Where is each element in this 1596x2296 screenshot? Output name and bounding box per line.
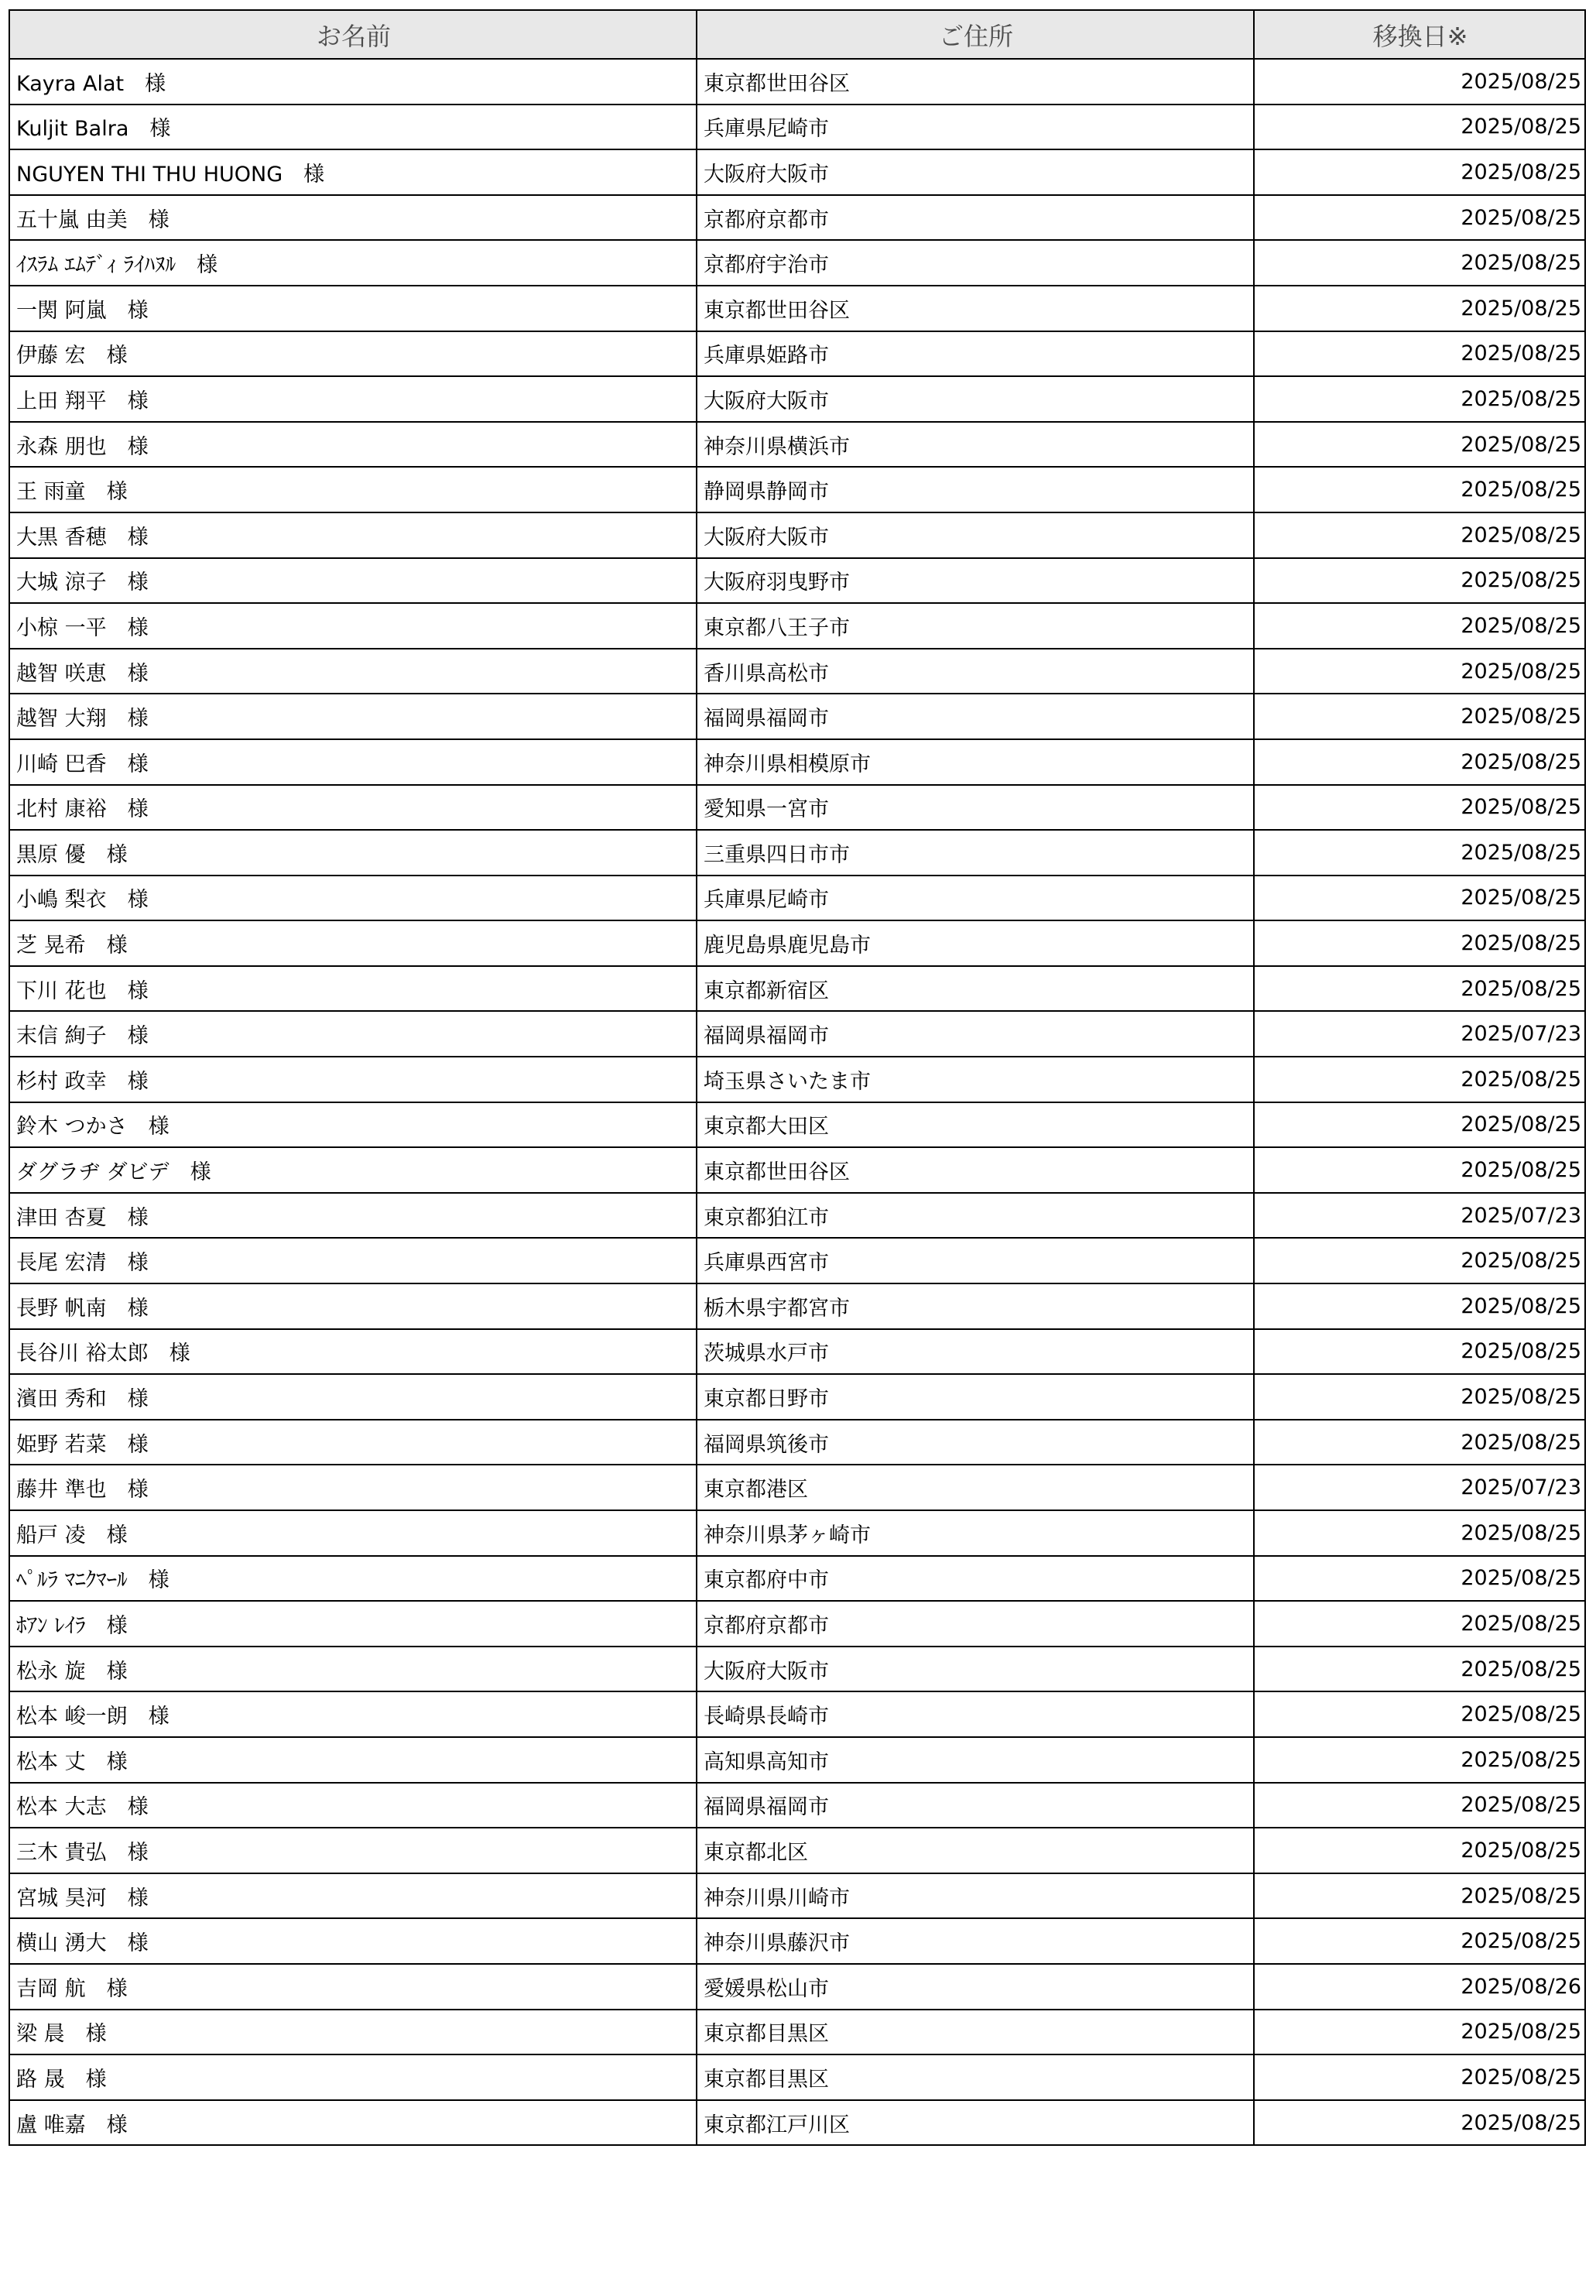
address-cell: 東京都世田谷区 [697, 286, 1254, 331]
name-cell: 越智 大翔 様 [9, 694, 697, 739]
table-row [9, 1329, 1585, 1375]
transfer-date-cell: 2025/08/25 [1254, 785, 1585, 831]
table-row [9, 649, 1585, 694]
name-cell: 杉村 政幸 様 [9, 1057, 697, 1102]
table-row [9, 1238, 1585, 1283]
name-cell: 芝 晃希 様 [9, 920, 697, 966]
transfer-date-cell: 2025/08/25 [1254, 1647, 1585, 1692]
address-cell: 東京都八王子市 [697, 603, 1254, 649]
transfer-date-cell: 2025/08/25 [1254, 1329, 1585, 1375]
address-cell: 香川県高松市 [697, 649, 1254, 694]
name-cell: 小椋 一平 様 [9, 603, 697, 649]
address-cell: 長崎県長崎市 [697, 1691, 1254, 1737]
table-row [9, 422, 1585, 468]
transfer-date-cell: 2025/08/25 [1254, 422, 1585, 468]
address-cell: 愛知県一宮市 [697, 785, 1254, 831]
name-cell: ｲｽﾗﾑ ｴﾑﾃﾞｨ ﾗｲﾊﾇﾙ 様 [9, 240, 697, 286]
name-cell: 路 晟 様 [9, 2054, 697, 2100]
name-cell: NGUYEN THI THU HUONG 様 [9, 149, 697, 195]
name-cell: 下川 花也 様 [9, 966, 697, 1012]
table-row [9, 105, 1585, 150]
name-column-header: お名前 [9, 10, 697, 59]
name-cell: 永森 朋也 様 [9, 422, 697, 468]
transfer-date-cell: 2025/08/25 [1254, 1601, 1585, 1647]
transfer-date-cell: 2025/08/25 [1254, 1556, 1585, 1602]
table-row [9, 376, 1585, 422]
transfer-date-cell: 2025/08/25 [1254, 1420, 1585, 1465]
table-row [9, 920, 1585, 966]
name-cell: 川崎 巴香 様 [9, 739, 697, 785]
name-cell: 五十嵐 由美 様 [9, 195, 697, 241]
transfer-date-cell: 2025/08/25 [1254, 1283, 1585, 1329]
table-row [9, 785, 1585, 831]
table-row [9, 1102, 1585, 1148]
table-row [9, 1783, 1585, 1828]
address-cell: 大阪府大阪市 [697, 512, 1254, 558]
address-cell: 福岡県筑後市 [697, 1420, 1254, 1465]
table-row [9, 331, 1585, 377]
table-row [9, 512, 1585, 558]
name-cell: 越智 咲恵 様 [9, 649, 697, 694]
address-cell: 三重県四日市市 [697, 830, 1254, 876]
name-cell: 松本 大志 様 [9, 1783, 697, 1828]
transfer-date-cell: 2025/08/25 [1254, 876, 1585, 921]
transfer-date-cell: 2025/08/25 [1254, 149, 1585, 195]
address-cell: 東京都港区 [697, 1465, 1254, 1510]
name-cell: Kayra Alat 様 [9, 59, 697, 105]
address-cell: 東京都府中市 [697, 1556, 1254, 1602]
table-row [9, 739, 1585, 785]
transfer-date-cell: 2025/08/25 [1254, 920, 1585, 966]
name-cell: 津田 杏夏 様 [9, 1193, 697, 1239]
address-cell: 栃木県宇都宮市 [697, 1283, 1254, 1329]
transfer-date-cell: 2025/08/25 [1254, 1374, 1585, 1420]
name-cell: 伊藤 宏 様 [9, 331, 697, 377]
address-cell: 東京都新宿区 [697, 966, 1254, 1012]
transfer-date-cell: 2025/08/25 [1254, 467, 1585, 512]
address-cell: 神奈川県横浜市 [697, 422, 1254, 468]
name-cell: 三木 貴弘 様 [9, 1828, 697, 1873]
name-cell: 大黒 香穂 様 [9, 512, 697, 558]
transfer-date-cell: 2025/08/25 [1254, 195, 1585, 241]
address-cell: 愛媛県松山市 [697, 1964, 1254, 2010]
table-row [9, 2010, 1585, 2055]
address-cell: 東京都世田谷区 [697, 1147, 1254, 1193]
transfer-date-cell: 2025/08/25 [1254, 1918, 1585, 1964]
table-row [9, 1691, 1585, 1737]
address-cell: 兵庫県尼崎市 [697, 105, 1254, 150]
table-row [9, 240, 1585, 286]
table-row [9, 2054, 1585, 2100]
transfer-date-cell: 2025/08/25 [1254, 105, 1585, 150]
address-cell: 兵庫県姫路市 [697, 331, 1254, 377]
table-row [9, 966, 1585, 1012]
table-row [9, 694, 1585, 739]
table-row [9, 1556, 1585, 1602]
table-header [9, 10, 1585, 59]
name-cell: 長谷川 裕太郎 様 [9, 1329, 697, 1375]
table-row [9, 1465, 1585, 1510]
name-cell: 鈴木 つかさ 様 [9, 1102, 697, 1148]
address-cell: 東京都目黒区 [697, 2010, 1254, 2055]
table-row [9, 1601, 1585, 1647]
address-cell: 神奈川県川崎市 [697, 1873, 1254, 1919]
transfer-date-cell: 2025/07/23 [1254, 1193, 1585, 1239]
name-cell: 北村 康裕 様 [9, 785, 697, 831]
table-row [9, 830, 1585, 876]
name-cell: 小嶋 梨衣 様 [9, 876, 697, 921]
transfer-date-cell: 2025/08/25 [1254, 649, 1585, 694]
address-cell: 神奈川県茅ヶ崎市 [697, 1510, 1254, 1556]
transfer-date-cell: 2025/08/25 [1254, 1238, 1585, 1283]
name-cell: 松本 丈 様 [9, 1737, 697, 1783]
transfer-date-cell: 2025/08/25 [1254, 1057, 1585, 1102]
transfer-date-cell: 2025/08/25 [1254, 603, 1585, 649]
transfer-date-cell: 2025/08/25 [1254, 59, 1585, 105]
table-row [9, 1283, 1585, 1329]
table-row [9, 1964, 1585, 2010]
name-cell: 末信 絢子 様 [9, 1011, 697, 1057]
transfer-date-cell: 2025/07/23 [1254, 1465, 1585, 1510]
table-row [9, 1828, 1585, 1873]
table-row [9, 467, 1585, 512]
transfer-date-cell: 2025/08/25 [1254, 2054, 1585, 2100]
transfer-date-cell: 2025/08/25 [1254, 2100, 1585, 2146]
transfer-date-cell: 2025/08/25 [1254, 286, 1585, 331]
name-cell: 長尾 宏清 様 [9, 1238, 697, 1283]
transfer-date-cell: 2025/08/25 [1254, 1147, 1585, 1193]
transfer-date-cell: 2025/08/25 [1254, 1828, 1585, 1873]
address-cell: 兵庫県尼崎市 [697, 876, 1254, 921]
address-cell: 福岡県福岡市 [697, 1011, 1254, 1057]
address-cell: 東京都世田谷区 [697, 59, 1254, 105]
address-cell: 東京都目黒区 [697, 2054, 1254, 2100]
table-row [9, 59, 1585, 105]
address-cell: 東京都大田区 [697, 1102, 1254, 1148]
table-row [9, 286, 1585, 331]
address-column-header: ご住所 [697, 10, 1254, 59]
table-row [9, 1510, 1585, 1556]
table-row [9, 1737, 1585, 1783]
header-row [9, 10, 1585, 59]
table-row [9, 1873, 1585, 1919]
address-cell: 東京都狛江市 [697, 1193, 1254, 1239]
name-cell: 一関 阿嵐 様 [9, 286, 697, 331]
table-row [9, 2100, 1585, 2146]
transfer-date-cell: 2025/08/26 [1254, 1964, 1585, 2010]
address-cell: 大阪府羽曳野市 [697, 558, 1254, 604]
address-cell: 福岡県福岡市 [697, 1783, 1254, 1828]
name-cell: 船戸 凌 様 [9, 1510, 697, 1556]
name-cell: 松永 旋 様 [9, 1647, 697, 1692]
address-cell: 神奈川県相模原市 [697, 739, 1254, 785]
transfer-date-cell: 2025/07/23 [1254, 1011, 1585, 1057]
address-cell: 東京都北区 [697, 1828, 1254, 1873]
name-cell: 上田 翔平 様 [9, 376, 697, 422]
name-cell: 横山 湧大 様 [9, 1918, 697, 1964]
name-cell: 松本 峻一朗 様 [9, 1691, 697, 1737]
name-cell: 大城 涼子 様 [9, 558, 697, 604]
address-cell: 東京都日野市 [697, 1374, 1254, 1420]
transfer-date-column-header: 移換日※ [1254, 10, 1585, 59]
table-row [9, 1057, 1585, 1102]
table-row [9, 1918, 1585, 1964]
transfer-date-cell: 2025/08/25 [1254, 512, 1585, 558]
table-body [9, 59, 1585, 2145]
name-cell: 王 雨童 様 [9, 467, 697, 512]
address-cell: 京都府京都市 [697, 195, 1254, 241]
address-cell: 京都府京都市 [697, 1601, 1254, 1647]
table-row [9, 1193, 1585, 1239]
name-cell: 藤井 準也 様 [9, 1465, 697, 1510]
name-cell: 姫野 若菜 様 [9, 1420, 697, 1465]
address-cell: 高知県高知市 [697, 1737, 1254, 1783]
table-row [9, 1011, 1585, 1057]
name-cell: 吉岡 航 様 [9, 1964, 697, 2010]
address-cell: 静岡県静岡市 [697, 467, 1254, 512]
address-cell: 大阪府大阪市 [697, 149, 1254, 195]
table-row [9, 1420, 1585, 1465]
transfer-date-cell: 2025/08/25 [1254, 1783, 1585, 1828]
transfer-date-cell: 2025/08/25 [1254, 376, 1585, 422]
address-cell: 大阪府大阪市 [697, 376, 1254, 422]
transfer-date-cell: 2025/08/25 [1254, 240, 1585, 286]
address-cell: 埼玉県さいたま市 [697, 1057, 1254, 1102]
table-row [9, 558, 1585, 604]
address-cell: 京都府宇治市 [697, 240, 1254, 286]
table-row [9, 1147, 1585, 1193]
table-row [9, 1647, 1585, 1692]
address-cell: 大阪府大阪市 [697, 1647, 1254, 1692]
address-cell: 神奈川県藤沢市 [697, 1918, 1254, 1964]
name-cell: ﾎｱﾝ ﾚｲﾗ 様 [9, 1601, 697, 1647]
name-cell: 盧 唯嘉 様 [9, 2100, 697, 2146]
transfer-date-cell: 2025/08/25 [1254, 1873, 1585, 1919]
transfer-date-cell: 2025/08/25 [1254, 739, 1585, 785]
address-cell: 兵庫県西宮市 [697, 1238, 1254, 1283]
transfer-date-cell: 2025/08/25 [1254, 558, 1585, 604]
name-cell: 長野 帆南 様 [9, 1283, 697, 1329]
transfer-date-cell: 2025/08/25 [1254, 694, 1585, 739]
name-cell: 梁 晨 様 [9, 2010, 697, 2055]
address-cell: 鹿児島県鹿児島市 [697, 920, 1254, 966]
table-row [9, 876, 1585, 921]
transfer-date-cell: 2025/08/25 [1254, 2010, 1585, 2055]
transfer-date-cell: 2025/08/25 [1254, 1737, 1585, 1783]
address-cell: 茨城県水戸市 [697, 1329, 1254, 1375]
table-row [9, 603, 1585, 649]
transfer-date-cell: 2025/08/25 [1254, 966, 1585, 1012]
table-row [9, 1374, 1585, 1420]
name-cell: Kuljit Balra 様 [9, 105, 697, 150]
transfer-date-cell: 2025/08/25 [1254, 1510, 1585, 1556]
name-cell: 濱田 秀和 様 [9, 1374, 697, 1420]
address-cell: 東京都江戸川区 [697, 2100, 1254, 2146]
name-cell: ﾍﾟﾙﾗ ﾏﾆｸﾏｰﾙ 様 [9, 1556, 697, 1602]
transfer-date-cell: 2025/08/25 [1254, 830, 1585, 876]
table-row [9, 195, 1585, 241]
recipient-table [9, 9, 1586, 2146]
transfer-date-cell: 2025/08/25 [1254, 331, 1585, 377]
transfer-date-cell: 2025/08/25 [1254, 1102, 1585, 1148]
transfer-date-cell: 2025/08/25 [1254, 1691, 1585, 1737]
name-cell: 宮城 昊河 様 [9, 1873, 697, 1919]
address-cell: 福岡県福岡市 [697, 694, 1254, 739]
table-row [9, 149, 1585, 195]
name-cell: ダグラヂ ダビデ 様 [9, 1147, 697, 1193]
name-cell: 黒原 優 様 [9, 830, 697, 876]
